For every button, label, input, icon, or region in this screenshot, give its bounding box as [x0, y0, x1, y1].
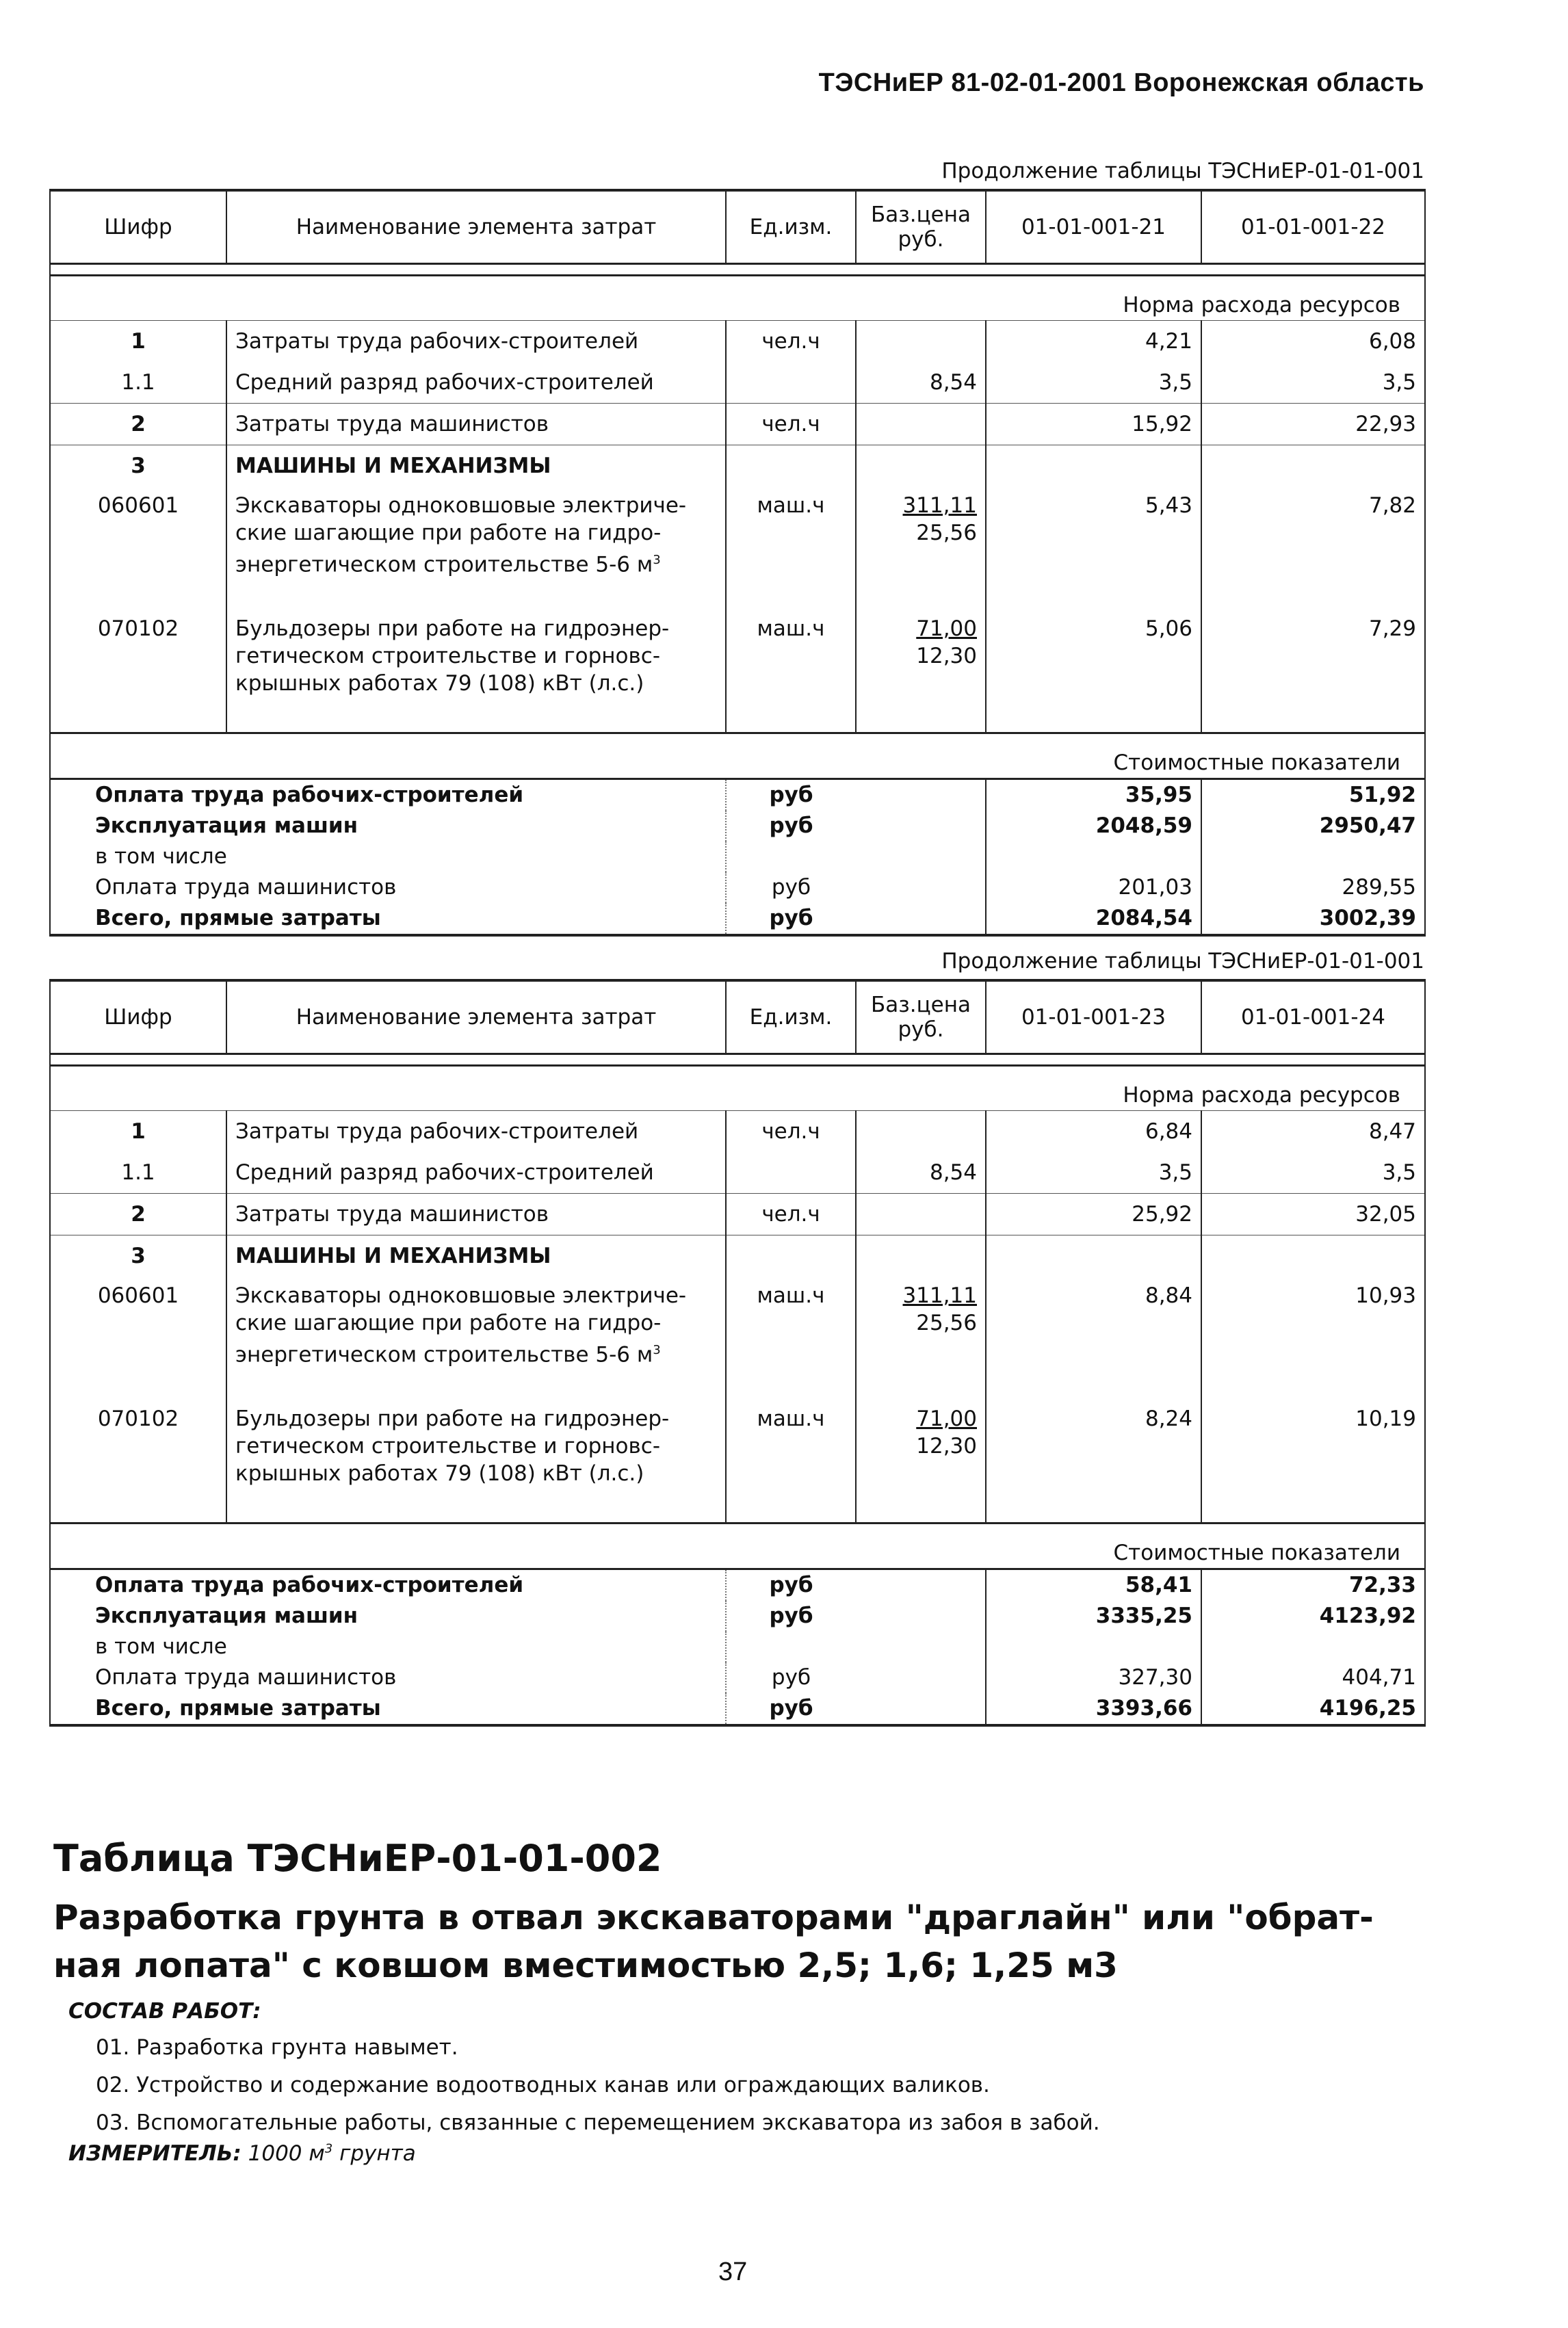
- code-cell: 060601: [50, 486, 226, 610]
- code-cell: 1: [50, 321, 226, 363]
- name-line: гетическом строительстве и горновс-: [235, 1434, 660, 1459]
- code-cell: 070102: [50, 610, 226, 733]
- summary-value: 327,30: [986, 1662, 1201, 1693]
- unit-cell: чел.ч: [726, 1194, 856, 1235]
- table-row: [50, 1277, 1425, 1400]
- code-cell: 1: [50, 1111, 226, 1153]
- table-row: [50, 321, 1425, 363]
- running-header: ТЭСНиЕР 81-02-01-2001 Воронежская область: [818, 68, 1424, 97]
- summary-row: [50, 1693, 1425, 1725]
- unit-cell: чел.ч: [726, 404, 856, 445]
- col-header: Шифр: [50, 980, 226, 1054]
- price-cell: [856, 321, 986, 363]
- name-cell: Затраты труда машинистов: [226, 1194, 726, 1235]
- summary-label: Оплата труда рабочих-строителей: [50, 1569, 726, 1601]
- measure-label: ИЗМЕРИТЕЛЬ:: [68, 2141, 241, 2166]
- resource-table: [49, 979, 1426, 1727]
- name-cell: [226, 486, 726, 610]
- summary-unit: руб: [726, 1693, 856, 1725]
- name-cell: [226, 1400, 726, 1523]
- unit-cell: маш.ч: [726, 610, 856, 733]
- measure-value: 1000 $м^3$ грунта: [248, 2141, 416, 2166]
- summary-unit: руб: [726, 872, 856, 903]
- unit-cell: [726, 1152, 856, 1194]
- name-cell: МАШИНЫ И МЕХАНИЗМЫ: [226, 445, 726, 487]
- col-header: Ед.изм.: [726, 980, 856, 1054]
- price-cell: 311,11 25,56: [856, 1277, 986, 1400]
- summary-row: [50, 872, 1425, 903]
- name-line: Бульдозеры при работе на гидроэнер-: [235, 616, 670, 641]
- name-cell: Средний разряд рабочих-строителей: [226, 1152, 726, 1194]
- summary-value: 201,03: [986, 872, 1201, 903]
- name-line: крышных работах 79 (108) кВт (л.с.): [235, 671, 644, 696]
- name-line: энергетическом строительстве 5-6 $м^3$: [235, 1342, 661, 1368]
- summary-row: [50, 1632, 1425, 1662]
- table-row: [50, 1152, 1425, 1194]
- summary-value: 3393,66: [986, 1693, 1201, 1725]
- name-cell: Средний разряд рабочих-строителей: [226, 362, 726, 404]
- unit-cell: маш.ч: [726, 486, 856, 610]
- value-cell: 3,5: [986, 1152, 1201, 1194]
- price-cell: [856, 1111, 986, 1153]
- value-cell: 10,19: [1201, 1400, 1425, 1523]
- value-cell: 6,08: [1201, 321, 1425, 363]
- summary-unit: руб: [726, 1662, 856, 1693]
- summary-label: Оплата труда машинистов: [50, 872, 726, 903]
- section-label: Стоимостные показатели: [50, 733, 1425, 779]
- unit-cell: [726, 362, 856, 404]
- name-line: Экскаваторы одноковшовые электриче-: [235, 1283, 687, 1308]
- summary-value: 404,71: [1201, 1662, 1425, 1693]
- name-line: крышных работах 79 (108) кВт (л.с.): [235, 1461, 644, 1486]
- section-row: [50, 1066, 1425, 1111]
- table-row: [50, 1400, 1425, 1523]
- code-cell: 070102: [50, 1400, 226, 1523]
- col-header: 01-01-001-23: [986, 980, 1201, 1054]
- summary-value: [1201, 841, 1425, 872]
- value-cell: 7,29: [1201, 610, 1425, 733]
- price-cell: 71,00 12,30: [856, 1400, 986, 1523]
- summary-label: в том числе: [50, 841, 726, 872]
- resource-table: [49, 189, 1426, 937]
- col-header: 01-01-001-22: [1201, 190, 1425, 264]
- summary-label: Всего, прямые затраты: [50, 1693, 726, 1725]
- table-row: [50, 404, 1425, 445]
- value-cell: 10,93: [1201, 1277, 1425, 1400]
- summary-unit: руб: [726, 1601, 856, 1632]
- value-cell: 22,93: [1201, 404, 1425, 445]
- table-row: [50, 362, 1425, 404]
- summary-value: 35,95: [986, 779, 1201, 811]
- subtitle-line: ная лопата" с ковшом вместимостью 2,5; 1,6; 1,25 м3: [53, 1946, 1118, 1985]
- page-number: 37: [718, 2258, 748, 2286]
- price-cell: 8,54: [856, 1152, 986, 1194]
- value-cell: 32,05: [1201, 1194, 1425, 1235]
- col-header: Ед.изм.: [726, 190, 856, 264]
- value-cell: 4,21: [986, 321, 1201, 363]
- code-cell: 1.1: [50, 1152, 226, 1194]
- name-line: гетическом строительстве и горновс-: [235, 644, 660, 668]
- name-line: ские шагающие при работе на гидро-: [235, 1311, 662, 1335]
- summary-row: [50, 841, 1425, 872]
- summary-row: [50, 811, 1425, 841]
- table-title: Таблица ТЭСНиЕР-01-01-002: [53, 1837, 662, 1880]
- value-cell: 7,82: [1201, 486, 1425, 610]
- value-cell: 3,5: [1201, 362, 1425, 404]
- price-cell: [856, 1194, 986, 1235]
- summary-label: Оплата труда машинистов: [50, 1662, 726, 1693]
- name-cell: Затраты труда машинистов: [226, 404, 726, 445]
- code-cell: 3: [50, 1235, 226, 1277]
- summary-label: Эксплуатация машин: [50, 1601, 726, 1632]
- section-label: Стоимостные показатели: [50, 1523, 1425, 1569]
- col-header: Шифр: [50, 190, 226, 264]
- table-row: [50, 486, 1425, 610]
- name-cell: Затраты труда рабочих-строителей: [226, 1111, 726, 1153]
- value-cell: 5,43: [986, 486, 1201, 610]
- price-cell: [856, 404, 986, 445]
- summary-unit: руб: [726, 811, 856, 841]
- name-cell: [226, 1277, 726, 1400]
- code-cell: 3: [50, 445, 226, 487]
- section-label: Норма расхода ресурсов: [50, 1066, 1425, 1111]
- summary-value: 289,55: [1201, 872, 1425, 903]
- table-row: [50, 610, 1425, 733]
- summary-unit: руб: [726, 1569, 856, 1601]
- section-row: [50, 1523, 1425, 1569]
- name-line: Бульдозеры при работе на гидроэнер-: [235, 1407, 670, 1431]
- summary-value: [1201, 1632, 1425, 1662]
- code-cell: 2: [50, 404, 226, 445]
- col-header: Баз.цена руб.: [856, 980, 986, 1054]
- summary-row: [50, 903, 1425, 935]
- summary-value: 51,92: [1201, 779, 1425, 811]
- summary-unit: руб: [726, 903, 856, 935]
- summary-value: 3335,25: [986, 1601, 1201, 1632]
- table-subtitle: [53, 1894, 1456, 1989]
- col-header: Баз.цена руб.: [856, 190, 986, 264]
- summary-unit: [726, 841, 856, 872]
- code-cell: 060601: [50, 1277, 226, 1400]
- continuation-label: Продолжение таблицы ТЭСНиЕР-01-01-001: [941, 159, 1424, 183]
- work-item: 01. Разработка грунта навымет.: [96, 2035, 458, 2060]
- name-cell: Затраты труда рабочих-строителей: [226, 321, 726, 363]
- unit-cell: чел.ч: [726, 1111, 856, 1153]
- continuation-label: Продолжение таблицы ТЭСНиЕР-01-01-001: [941, 949, 1424, 973]
- value-cell: 8,84: [986, 1277, 1201, 1400]
- section-row: [50, 733, 1425, 779]
- summary-label: Эксплуатация машин: [50, 811, 726, 841]
- col-header: 01-01-001-24: [1201, 980, 1425, 1054]
- code-cell: 2: [50, 1194, 226, 1235]
- summary-label: Оплата труда рабочих-строителей: [50, 779, 726, 811]
- subtitle-line: Разработка грунта в отвал экскаваторами "драглайн" или "обрат-: [53, 1898, 1374, 1937]
- summary-value: 4123,92: [1201, 1601, 1425, 1632]
- summary-unit: [726, 1632, 856, 1662]
- section-label: Норма расхода ресурсов: [50, 276, 1425, 321]
- summary-value: 2950,47: [1201, 811, 1425, 841]
- summary-value: [986, 841, 1201, 872]
- summary-label: в том числе: [50, 1632, 726, 1662]
- work-item: 02. Устройство и содержание водоотводных канав или ограждающих валиков.: [96, 2073, 990, 2097]
- unit-cell: маш.ч: [726, 1277, 856, 1400]
- summary-value: [986, 1632, 1201, 1662]
- name-line: Экскаваторы одноковшовые электриче-: [235, 493, 687, 518]
- table-row: [50, 445, 1425, 487]
- price-cell: 8,54: [856, 362, 986, 404]
- summary-label: Всего, прямые затраты: [50, 903, 726, 935]
- value-cell: 3,5: [986, 362, 1201, 404]
- work-item: 03. Вспомогательные работы, связанные с перемещением экскаватора из забоя в забой.: [96, 2110, 1100, 2135]
- table-row: [50, 1194, 1425, 1235]
- summary-value: 2048,59: [986, 811, 1201, 841]
- name-line: ские шагающие при работе на гидро-: [235, 521, 662, 545]
- summary-unit: руб: [726, 779, 856, 811]
- summary-value: 72,33: [1201, 1569, 1425, 1601]
- value-cell: 25,92: [986, 1194, 1201, 1235]
- col-header: Наименование элемента затрат: [226, 980, 726, 1054]
- unit-cell: маш.ч: [726, 1400, 856, 1523]
- value-cell: 15,92: [986, 404, 1201, 445]
- name-cell: МАШИНЫ И МЕХАНИЗМЫ: [226, 1235, 726, 1277]
- summary-row: [50, 1601, 1425, 1632]
- col-header: 01-01-001-21: [986, 190, 1201, 264]
- price-cell: 71,00 12,30: [856, 610, 986, 733]
- table-row: [50, 1235, 1425, 1277]
- summary-row: [50, 1569, 1425, 1601]
- summary-row: [50, 1662, 1425, 1693]
- value-cell: 8,47: [1201, 1111, 1425, 1153]
- table-header-row: [50, 980, 1425, 1054]
- summary-value: 4196,25: [1201, 1693, 1425, 1725]
- price-cell: 311,11 25,56: [856, 486, 986, 610]
- measure-line: [68, 2141, 416, 2166]
- table-header-row: [50, 190, 1425, 264]
- value-cell: 6,84: [986, 1111, 1201, 1153]
- summary-row: [50, 779, 1425, 811]
- summary-value: 2084,54: [986, 903, 1201, 935]
- unit-cell: чел.ч: [726, 321, 856, 363]
- work-composition-label: СОСТАВ РАБОТ:: [68, 1999, 261, 2024]
- value-cell: 8,24: [986, 1400, 1201, 1523]
- table-row: [50, 1111, 1425, 1153]
- code-cell: 1.1: [50, 362, 226, 404]
- value-cell: 3,5: [1201, 1152, 1425, 1194]
- section-row: [50, 276, 1425, 321]
- col-header: Наименование элемента затрат: [226, 190, 726, 264]
- summary-value: 3002,39: [1201, 903, 1425, 935]
- value-cell: 5,06: [986, 610, 1201, 733]
- name-cell: [226, 610, 726, 733]
- name-line: энергетическом строительстве 5-6 $м^3$: [235, 552, 661, 577]
- summary-value: 58,41: [986, 1569, 1201, 1601]
